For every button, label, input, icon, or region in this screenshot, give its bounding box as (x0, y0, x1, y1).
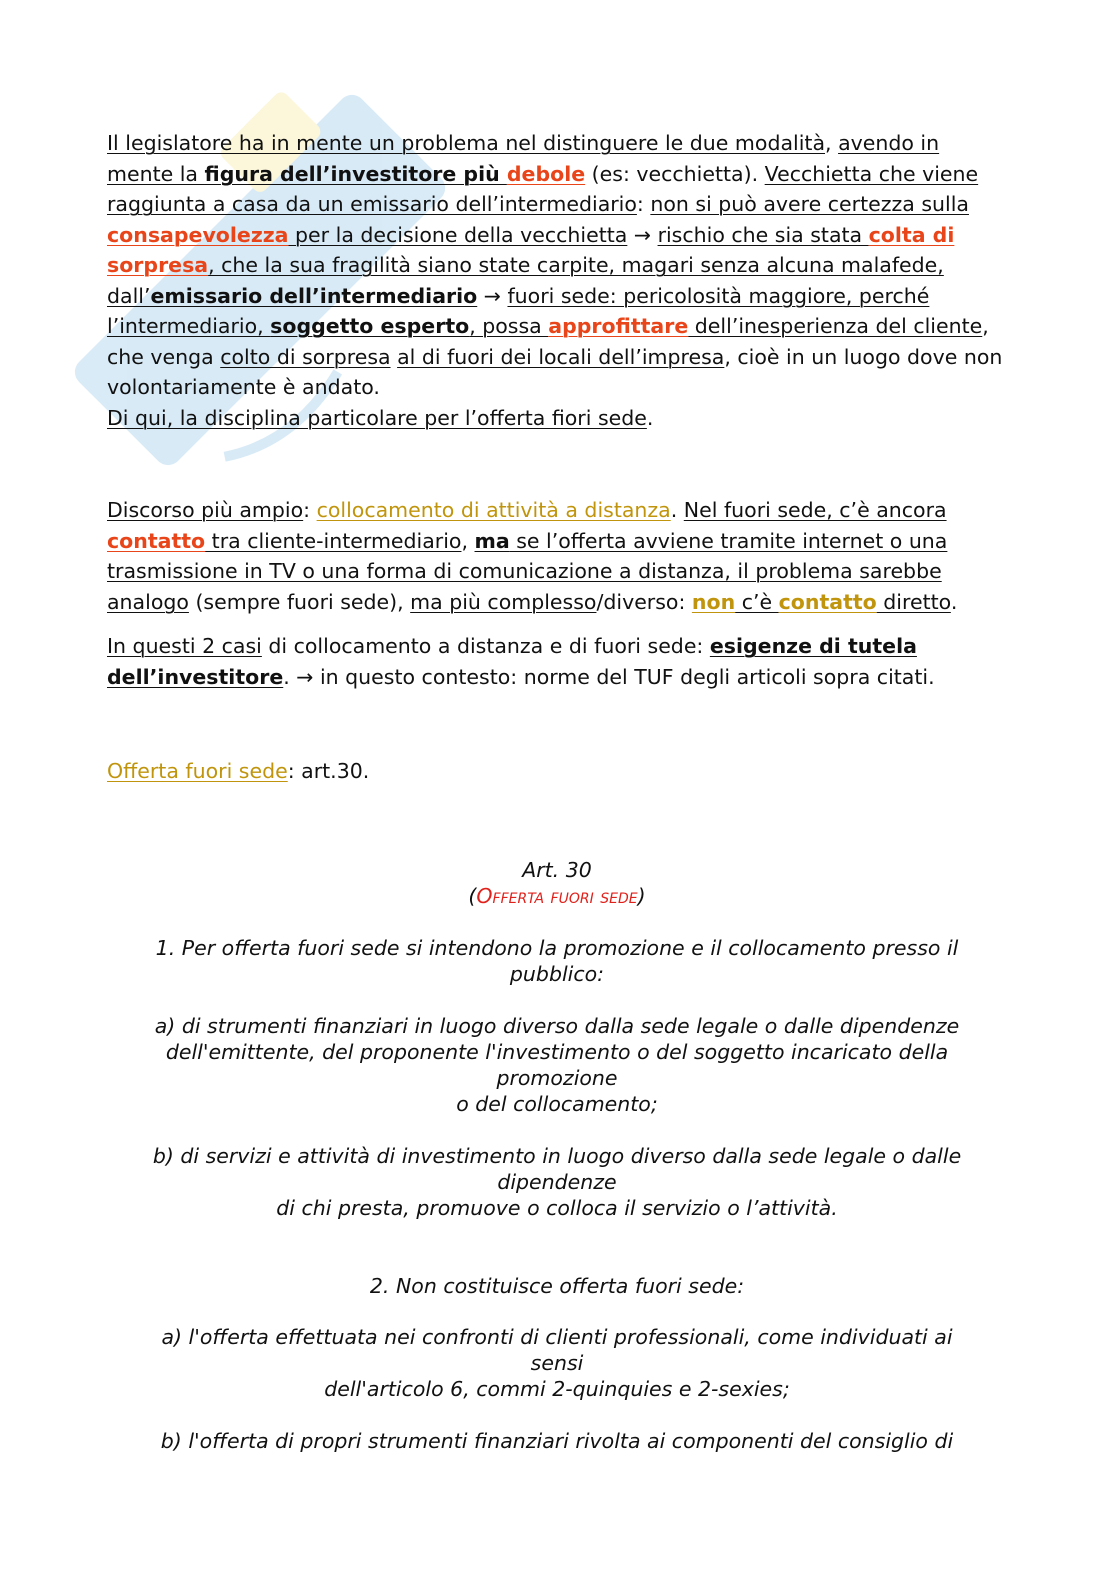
highlight-term: debole (506, 161, 586, 186)
text-span: /diverso: (596, 589, 692, 614)
bold-term: figura dell’investitore più (204, 161, 507, 186)
article-letter-a1 (107, 1013, 1007, 1117)
article-line: a) l'offerta effettuata nei confronti di clienti professionali, come individuati ai (161, 1325, 953, 1349)
text-span: Il legislatore ha in mente un problema nel distinguere le due modalità (107, 131, 826, 155)
highlight-term: approfittare (548, 314, 689, 338)
article-comma-1 (107, 935, 1007, 987)
bold-term: ma (474, 528, 510, 553)
highlight-term: contatto (107, 528, 206, 553)
text-span: fuori sede: pericolosità maggiore, perché l’intermediario, (107, 283, 930, 338)
highlight-term: Offerta fuori sede (107, 759, 288, 783)
text-span: . (670, 498, 684, 522)
paragraph-investor-protection (107, 128, 1007, 433)
article-line: sensi (530, 1351, 584, 1375)
text-span: , (461, 528, 475, 553)
article-letter-b2 (107, 1428, 1007, 1454)
paragraph-protection-needs (107, 631, 1007, 692)
text-span: ma più complesso (410, 589, 597, 614)
text-span: , possa (469, 314, 549, 338)
article-title: Art. 30 (522, 858, 592, 882)
text-span: Di qui, la disciplina particolare per l’offerta fiori sede (107, 405, 647, 430)
text-span: colto di sorpresa (220, 344, 391, 369)
text-span: dell’inesperienza del cliente (688, 314, 983, 338)
article-letter-a2 (107, 1324, 1007, 1402)
article-line: promozione (496, 1066, 618, 1090)
article-subtitle (107, 883, 1007, 909)
text-span: di collocamento a distanza e di fuori sede: (261, 634, 710, 658)
arrow-symbol: → (627, 222, 658, 247)
text-span: . (646, 405, 654, 430)
article-subtitle-text: Offerta fuori sede (476, 884, 638, 908)
text-span: : (303, 498, 317, 522)
text-span: avendo in mente la (107, 131, 940, 186)
text-span: (es: vecchietta). (585, 161, 765, 186)
main-content (107, 128, 1007, 787)
highlight-term: collocamento di attività a distanza (316, 498, 671, 522)
article-comma-2 (107, 1273, 1007, 1299)
article-letter-b1 (107, 1143, 1007, 1221)
text-span: In questi 2 casi (107, 634, 262, 658)
highlight-term: consapevolezza (107, 222, 289, 247)
text-span: rischio che sia stata (657, 222, 869, 247)
text-span: diretto (876, 589, 951, 614)
text-span: , cioè in un luogo dove non volontariamente è andato. (107, 344, 1003, 399)
text-span: per la decisione della vecchietta (288, 222, 628, 247)
text-span: se l’offerta avviene tramite internet o una trasmissione in TV o una forma di comunicazione a distanza, il problema sarebbe analogo (107, 528, 948, 614)
text-span: , che venga (107, 314, 989, 369)
text-span: non si può avere certezza sulla (650, 192, 969, 216)
article-line: dipendenze (497, 1170, 617, 1194)
article-line: pubblico: (509, 962, 605, 986)
highlight-term: contatto (778, 589, 877, 614)
text-span: tra cliente-intermediario (205, 528, 462, 553)
text-span: , (825, 131, 839, 155)
text-span: Vecchietta che viene raggiunta a casa da un emissario dell’intermediario (107, 161, 979, 216)
highlight-term: colta di sorpresa (107, 222, 955, 277)
article-line: di chi presta, promuove o colloca il servizio o l’attività. (276, 1196, 838, 1220)
text-span: . → in questo contesto: norme del TUF degli articoli sopra citati. (283, 664, 935, 689)
article-line: 1. Per offerta fuori sede si intendono la promozione e il collocamento presso il (155, 936, 959, 960)
text-span: , che la sua fragilità siano state carpite, magari senza alcuna malafede, dall’ (107, 253, 944, 308)
article-line: b) di servizi e attività di investimento in luogo diverso dalla sede legale o dalle (152, 1144, 962, 1168)
text-span: : (636, 192, 651, 216)
article-line: a) di strumenti finanziari in luogo diverso dalla sede legale o dalle dipendenze (154, 1014, 960, 1038)
text-span: Nel fuori sede, c’è ancora (683, 498, 947, 522)
text-span: . (950, 589, 958, 614)
highlight-term: non (691, 589, 736, 614)
bold-term: emissario dell’intermediario (150, 283, 478, 308)
text-span: : art.30. (287, 759, 370, 783)
text-span: (sempre fuori sede), (188, 589, 411, 614)
article-line: b) l'offerta di propri strumenti finanziari rivolta ai componenti del consiglio di (160, 1429, 954, 1453)
paragraph-offerta-reference (107, 756, 1007, 787)
paren: ( (468, 884, 477, 908)
paren: ) (637, 884, 646, 908)
article-line: o del collocamento; (456, 1092, 658, 1116)
article-line: dell'articolo 6, commi 2-quinquies e 2-sexies; (324, 1377, 790, 1401)
article-line: dell'emittente, del proponente l'investimento o del soggetto incaricato della (165, 1040, 949, 1064)
arrow-symbol: → (477, 283, 508, 308)
bold-term: esigenze di tutela dell’investitore (107, 634, 917, 689)
text-span: c’è (735, 589, 779, 614)
article-line: 2. Non costituisce offerta fuori sede: (369, 1274, 745, 1298)
text-span: Discorso più ampio (107, 498, 304, 522)
bold-term: soggetto esperto (270, 314, 470, 338)
paragraph-distance-selling (107, 495, 1007, 617)
text-span: al di fuori dei locali dell’impresa (397, 344, 725, 369)
